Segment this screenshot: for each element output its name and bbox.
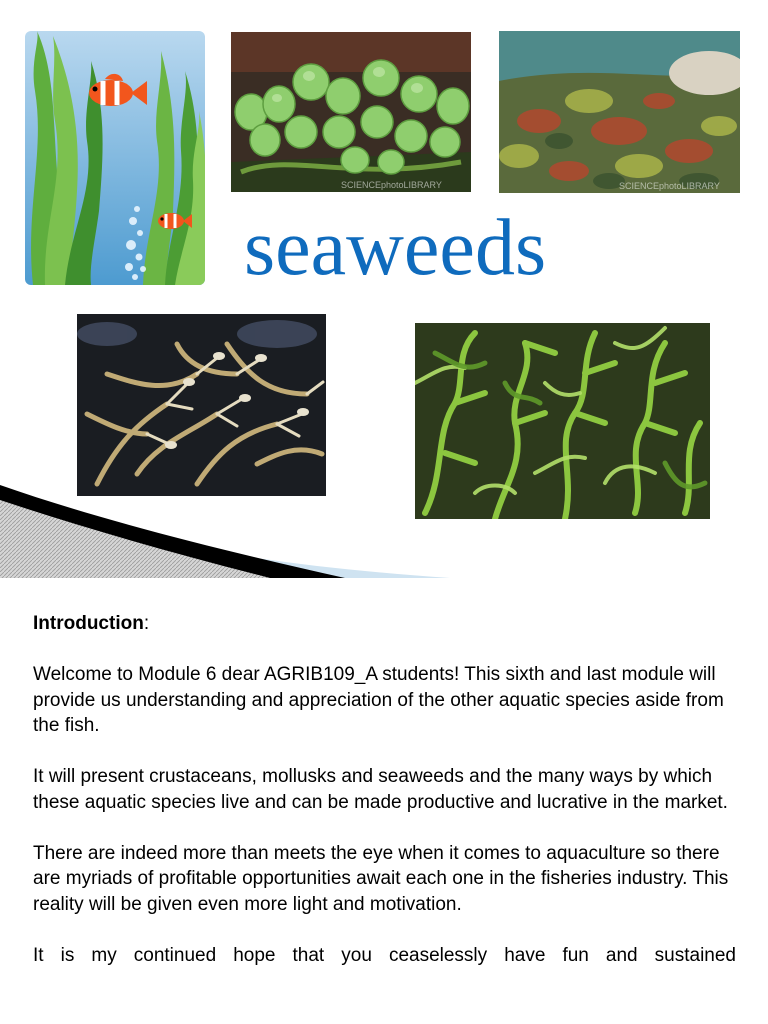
paragraph-present: It will present crustaceans, mollusks and seaweeds and the many ways by which these aquatic species live and can be made productive and lucrative in the market.: [33, 766, 728, 813]
slide-title: seaweeds: [244, 204, 547, 292]
watermark-text: SCIENCEphotoLIBRARY: [619, 181, 720, 191]
intro-heading-colon: :: [143, 613, 150, 634]
paragraph-welcome: Welcome to Module 6 dear AGRIB109_A students! This sixth and last module will provide us understanding and appreciation of the other aquatic species aside from the fish.: [33, 664, 724, 736]
paragraph-hope: It is my continued hope that you ceaselessly have fun and sustained: [33, 944, 736, 966]
watermark-text: SCIENCEphotoLIBRARY: [341, 180, 442, 190]
intro-heading-label: Introduction: [33, 613, 144, 634]
body-text: [33, 611, 736, 994]
intro-heading: [33, 611, 736, 637]
paragraph-opportunities: There are indeed more than meets the eye when it comes to aquaculture so there are myriads of profitable opportunities await each one in the fisheries industry. This reality will be given even more light and motivation.: [33, 842, 729, 915]
